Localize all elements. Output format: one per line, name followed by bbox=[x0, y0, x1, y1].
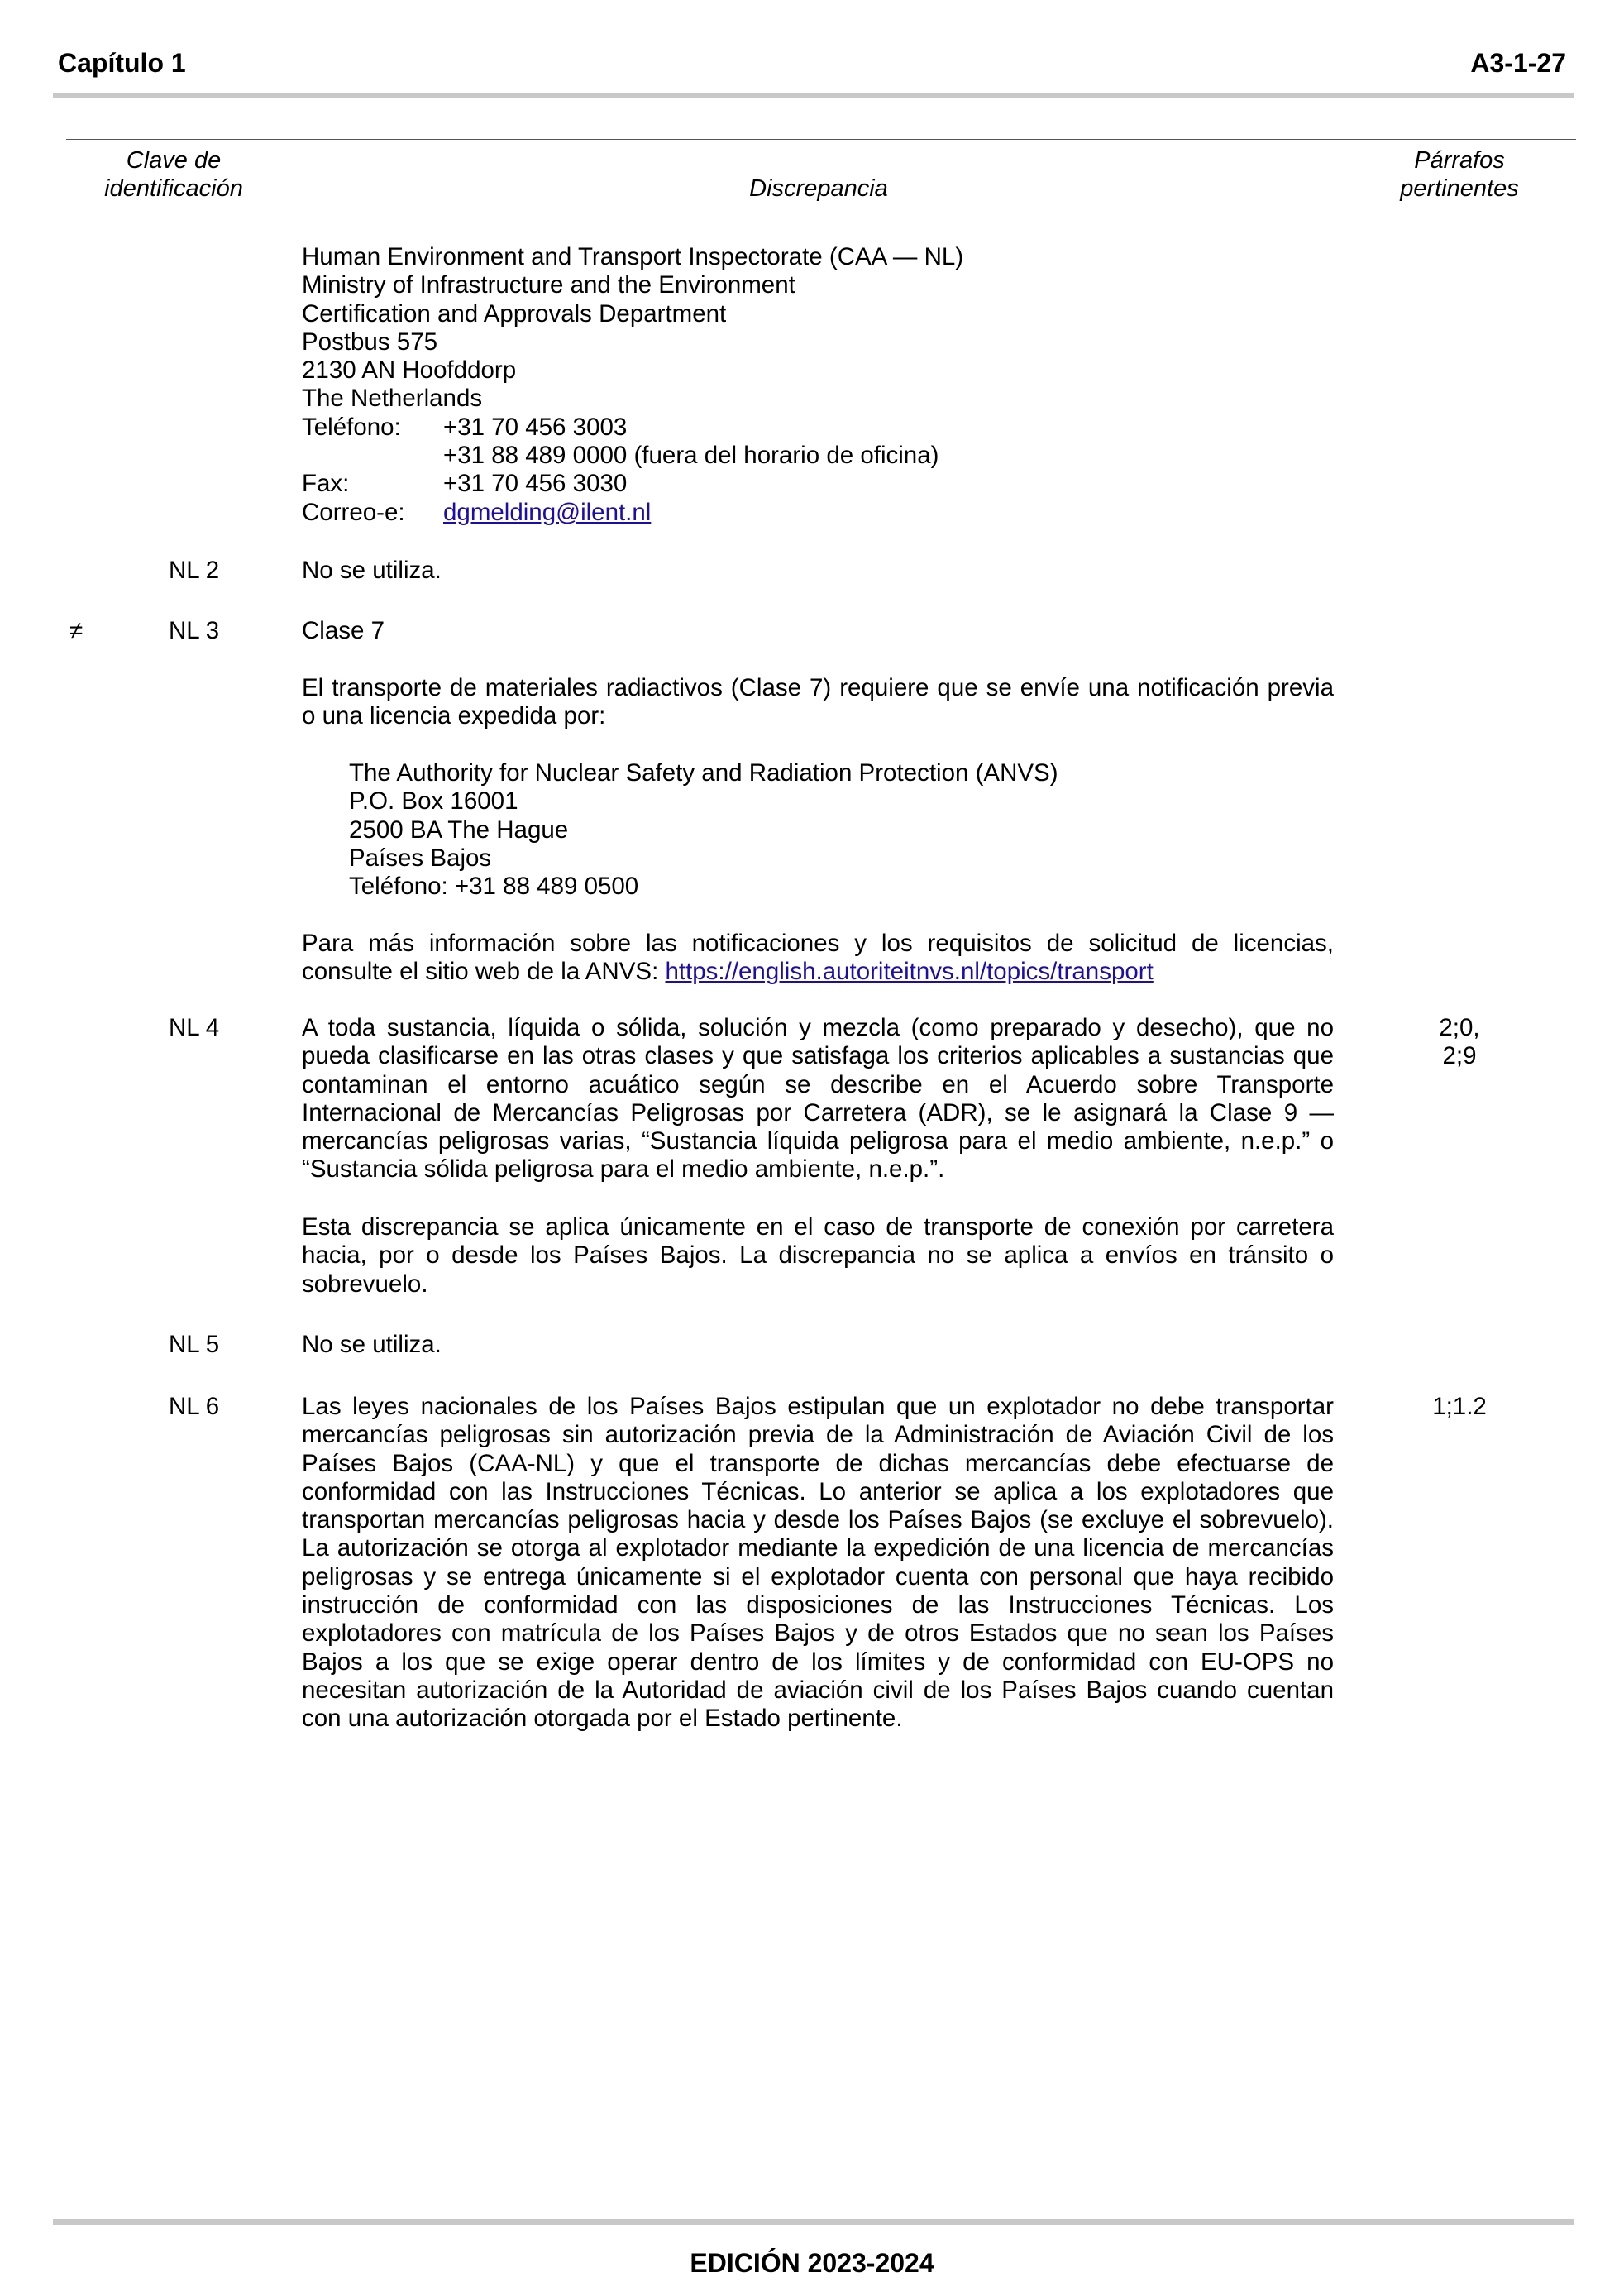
fax-label: Fax: bbox=[302, 470, 350, 498]
phone-row-2 bbox=[302, 442, 1344, 470]
contact-line: Ministry of Infrastructure and the Environment bbox=[302, 271, 795, 299]
phone-value-after-hours: +31 88 489 0000 (fuera del horario de oficina) bbox=[443, 442, 939, 470]
nl4-references: 2;0, 2;9 bbox=[1439, 1014, 1480, 1070]
nl2-key: NL 2 bbox=[169, 557, 220, 584]
phone-value: +31 70 456 3003 bbox=[443, 413, 628, 441]
page-number: A3-1-27 bbox=[1470, 48, 1566, 78]
nl3-paragraph-1: El transporte de materiales radiactivos (Clase 7) requiere que se envíe una notificación previa o una licencia expedida por: bbox=[302, 674, 1334, 730]
email-label: Correo-e: bbox=[302, 498, 405, 526]
nl3-title: Clase 7 bbox=[302, 617, 385, 644]
contact-line: Certification and Approvals Department bbox=[302, 299, 727, 328]
address-line: P.O. Box 16001 bbox=[349, 787, 518, 816]
nl5-key: NL 5 bbox=[169, 1331, 220, 1358]
nl1-contact-block bbox=[302, 243, 1344, 527]
table-header-top-rule bbox=[66, 139, 1576, 140]
edition-footer: EDICIÓN 2023-2024 bbox=[690, 2248, 934, 2278]
contact-line: Postbus 575 bbox=[302, 328, 438, 356]
nl5-text: No se utiliza. bbox=[302, 1331, 442, 1358]
address-line: 2500 BA The Hague bbox=[349, 816, 569, 844]
contact-line: 2130 AN Hoofddorp bbox=[302, 356, 517, 385]
nl4-key: NL 4 bbox=[169, 1014, 220, 1041]
nl4-paragraph-1: A toda sustancia, líquida o sólida, solución y mezcla (como preparado y desecho), que no pueda clasificarse en las otras clases y que satisfaga los criterios aplicables a sustancias que contaminan el entorno acuático según se describe en el Acuerdo sobre Transporte Internacional de Mercancías Peligrosas por Carretera (ADR), se le asignará la Clase 9 — mercancías peligrosas varias, “Sustancia líquida peligrosa para el medio ambiente, n.e.p.” o “Sustancia sólida peligrosa para el medio ambiente, n.e.p.”. bbox=[302, 1014, 1334, 1184]
nl4-paragraph-2: Esta discrepancia se aplica únicamente en el caso de transporte de conexión por carretera hacia, por o desde los Países Bajos. La discrepancia no se aplica a envíos en tránsito o sobrevuelo. bbox=[302, 1213, 1334, 1298]
header-rule bbox=[53, 93, 1574, 98]
phone-label: Teléfono: bbox=[302, 413, 401, 441]
anvs-link[interactable]: https://english.autoriteitnvs.nl/topics/transport bbox=[665, 958, 1154, 986]
nl2-text: No se utiliza. bbox=[302, 557, 442, 584]
chapter-label: Capítulo 1 bbox=[58, 48, 186, 78]
nl6-paragraph: Las leyes nacionales de los Países Bajos estipulan que un explotador no debe transportar mercancías peligrosas sin autorización previa de la Administración de Aviación Civil de los Países Bajos (CAA-NL) y que el transporte de dichas mercancías debe efectuarse de conformidad con las Instrucciones Técnicas. Lo anterior se aplica a los explotadores que transportan mercancías peligrosas hacia y desde los Países Bajos (se excluye el sobrevuelo). La autorización se otorga al explotador mediante la expedición de una licencia de mercancías peligrosas y se entrega únicamente si el explotador cuenta con personal que haya recibido instrucción de conformidad con las disposiciones de las Instrucciones Técnicas. Los explotadores con matrícula de los Países Bajos y de otros Estados que no sean los Países Bajos a los que se exige operar dentro de los límites y de conformidad con EU-OPS no necesitan autorización de la Autoridad de aviación civil de los Países Bajos cuando cuentan con una autorización otorgada por el Estado pertinente. bbox=[302, 1393, 1334, 1733]
fax-value: +31 70 456 3030 bbox=[443, 470, 628, 498]
nl6-key: NL 6 bbox=[169, 1393, 220, 1420]
column-header-discrepancy: Discrepancia bbox=[749, 175, 888, 202]
fax-row bbox=[302, 470, 1344, 498]
nl3-key: NL 3 bbox=[169, 617, 220, 644]
address-line: The Authority for Nuclear Safety and Radiation Protection (ANVS) bbox=[349, 759, 1058, 787]
contact-line: The Netherlands bbox=[302, 385, 483, 413]
nl3-address bbox=[349, 759, 1341, 901]
address-line: Países Bajos bbox=[349, 844, 492, 872]
not-equal-marker: ≠ bbox=[69, 617, 84, 644]
nl3-paragraph-2: Para más información sobre las notificaciones y los requisitos de solicitud de licencias, consulte el sitio web de la ANVS: https://english.autoriteitnvs.nl/topics/transport bbox=[302, 930, 1334, 986]
email-link[interactable]: dgmelding@ilent.nl bbox=[443, 498, 652, 526]
column-header-refs: Párrafos pertinentes bbox=[1400, 147, 1519, 202]
footer-rule bbox=[53, 2219, 1574, 2225]
email-row bbox=[302, 499, 1344, 527]
nl6-references: 1;1.2 bbox=[1432, 1393, 1487, 1420]
phone-row bbox=[302, 414, 1344, 442]
contact-line: Human Environment and Transport Inspectorate (CAA — NL) bbox=[302, 243, 964, 270]
address-line: Teléfono: +31 88 489 0500 bbox=[349, 873, 639, 901]
column-header-key: Clave de identificación bbox=[104, 147, 243, 202]
